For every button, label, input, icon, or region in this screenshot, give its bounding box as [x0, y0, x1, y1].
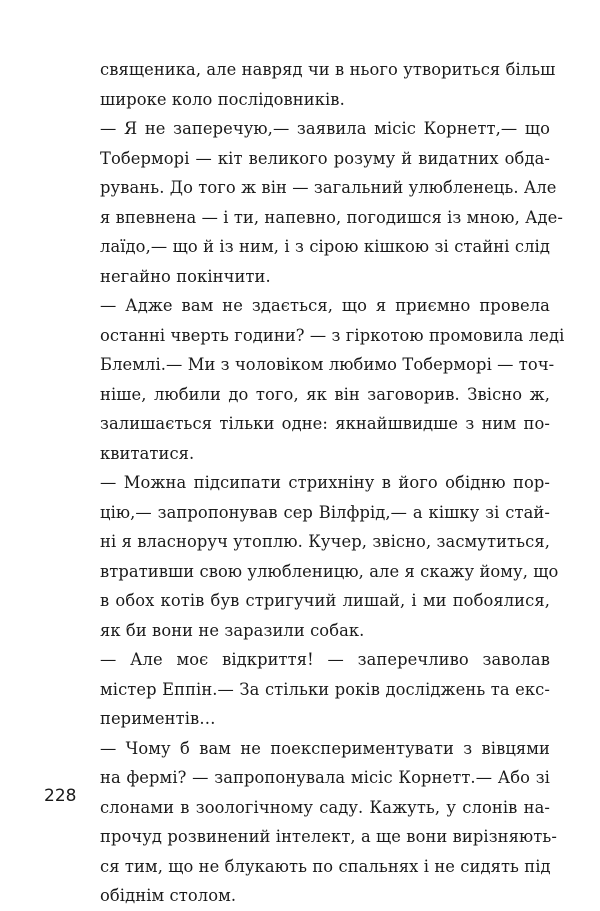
text-line: священика, але навряд чи в нього утвориться більш: [100, 60, 556, 79]
text-line: слонами в зоологічному саду. Кажуть, у слонів на-: [100, 797, 550, 817]
text-line: — Чому б вам не поекспериментувати з вівцями: [100, 738, 550, 758]
text-line: в обох котів був стригучий лишай, і ми побоялися,: [100, 591, 550, 610]
text-line: Тоберморі — кіт великого розуму й видатних обда-: [100, 148, 550, 168]
text-line: прочуд розвинений інтелект, а ще вони вирізняють-: [100, 827, 557, 846]
text-line: — Адже вам не здається, що я приємно провела: [100, 296, 550, 315]
text-line: Блемлі.— Ми з чоловіком любимо Тоберморі — точ-: [100, 355, 555, 374]
text-line: втративши свою улюбленицю, але я скажу йому, що: [100, 561, 559, 581]
text-line: широке коло послідовників.: [100, 89, 345, 109]
text-line: ні я власноруч утоплю. Кучер, звісно, засмутиться,: [100, 532, 550, 551]
text-line: лаїдо,— що й із ним, і з сірою кішкою зі стайні слід: [100, 237, 550, 256]
body-text: [100, 55, 565, 911]
text-line: цію,— запропонував сер Вілфрід,— а кішку зі стай-: [100, 502, 550, 522]
text-line: квитатися.: [100, 443, 195, 463]
text-line: останні чверть години? — з гіркотою промовила леді: [100, 325, 565, 345]
text-line: ся тим, що не блукають по спальнях і не сидять під: [100, 856, 551, 876]
text-line: на фермі? — запропонувала місіс Корнетт.— Або зі: [100, 768, 550, 787]
text-line: ніше, любили до того, як він заговорив. Звісно ж,: [100, 384, 550, 404]
text-line: — Але моє відкриття! — заперечливо заволав: [100, 650, 550, 669]
page-number: 228: [44, 786, 77, 806]
text-line: як би вони не заразили собак.: [100, 620, 365, 640]
text-line: рувань. До того ж він — загальний улюбленець. Але: [100, 178, 557, 197]
text-line: периментів…: [100, 709, 216, 728]
text-line: містер Еппін.— За стільки років досліджень та екс-: [100, 679, 550, 699]
text-line: — Можна підсипати стрихніну в його обідню пор-: [100, 473, 550, 492]
text-line: я впевнена — і ти, напевно, погодишся із мною, Аде-: [100, 207, 564, 227]
text-line: негайно покінчити.: [100, 266, 271, 286]
text-line: — Я не заперечую,— заявила місіс Корнетт,— що: [100, 119, 550, 138]
text-line: обіднім столом.: [100, 886, 237, 905]
text-line: залишається тільки одне: якнайшвидше з ним по-: [100, 414, 550, 433]
